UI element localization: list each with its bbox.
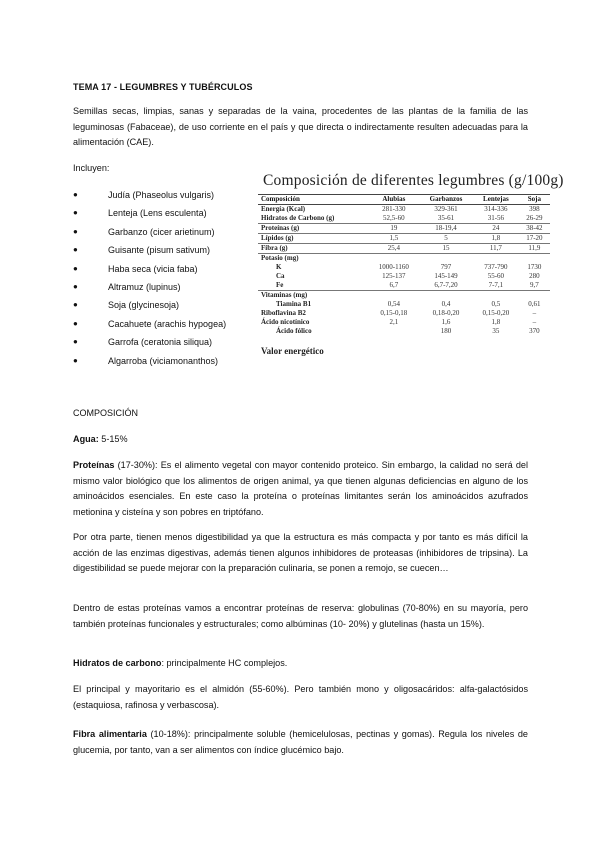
fiber-label: Fibra alimentaria bbox=[73, 729, 147, 739]
includes-label: Incluyen: bbox=[73, 163, 110, 173]
bullet-icon: ● bbox=[73, 337, 78, 347]
header-cell: Garbanzos bbox=[419, 195, 473, 205]
composition-table bbox=[258, 194, 550, 336]
proteins-label: Proteínas bbox=[73, 460, 115, 470]
list-item: ● Guisante (pisum sativum) bbox=[73, 241, 263, 259]
list-item: ● Soja (glycinesoja) bbox=[73, 296, 263, 314]
header-cell: Lentejas bbox=[473, 195, 519, 205]
list-item: ● Cacahuete (arachis hypogea) bbox=[73, 315, 263, 333]
legume-list bbox=[73, 186, 263, 370]
fiber-paragraph: Fibra alimentaria (10-18%): principalmente soluble (hemicelulosas, pectinas y gomas). Regula los niveles de glucemia, por tanto, van a ser alimentos con índice glucémico bajo. bbox=[73, 729, 528, 755]
figure-footer: Valor energético bbox=[261, 346, 324, 356]
list-item: ● Garrofa (ceratonia siliqua) bbox=[73, 333, 263, 351]
table-row: Ca 125-137 145-149 55-60 280 bbox=[276, 272, 540, 280]
proteins-paragraph: Proteínas (17-30%): Es el alimento vegetal con mayor contenido proteico. Sin embargo, la calidad no será del mismo valor biológico que los alimentos de origen animal, ya que tienen algunas deficiencias en alguno de los aminoácidos esenciales. En este caso la proteína o proteínas limitantes serán los aminoácidos azufrados metionina y cisteína y son pobres en triptófano. bbox=[73, 460, 528, 517]
table-row: Proteínas (g) 19 18-19,4 24 38-42 bbox=[258, 224, 550, 234]
list-item: ● Altramuz (lupinus) bbox=[73, 278, 263, 296]
table-row: Energía (Kcal) 281-330 329-361 314-336 398 bbox=[261, 205, 540, 213]
table-row: Lípidos (g) 1,5 5 1,8 17-20 bbox=[258, 234, 550, 244]
header-cell: Composición bbox=[258, 195, 369, 205]
table-row: Riboflavina B2 0,15-0,18 0,18-0,20 0,15-0,20 – bbox=[261, 309, 537, 317]
header-cell: Soja bbox=[519, 195, 550, 205]
list-item: ● Haba seca (vicia faba) bbox=[73, 260, 263, 278]
bullet-icon: ● bbox=[73, 355, 78, 365]
bullet-icon: ● bbox=[73, 245, 78, 255]
table-section-row: Potasio (mg) bbox=[261, 254, 299, 262]
list-item: ● Lenteja (Lens esculenta) bbox=[73, 204, 263, 222]
figure-title: Composición de diferentes legumbres (g/100g) bbox=[263, 172, 564, 189]
reserve-proteins-paragraph: Dentro de estas proteínas vamos a encontrar proteínas de reserva: globulinas (70-80%) en su mayoría, pero también proteínas funcionales y estructurales; como albúminas (10- 20%) y glutelinas (hasta un 15%). bbox=[73, 603, 528, 629]
bullet-icon: ● bbox=[73, 208, 78, 218]
list-item: ● Garbanzo (cicer arietinum) bbox=[73, 223, 263, 241]
table-row: Fibra (g) 25,4 15 11,7 11,9 bbox=[258, 244, 550, 254]
page-title: TEMA 17 - LEGUMBRES Y TUBÉRCULOS bbox=[73, 82, 253, 92]
table-row: Hidratos de Carbono (g) 52,5-60 35-61 31-56 26-29 bbox=[258, 214, 550, 224]
table-row: Ácido fólico 180 35 370 bbox=[276, 327, 540, 335]
header-cell: Alubias bbox=[369, 195, 419, 205]
starch-paragraph: El principal y mayoritario es el almidón (55-60%). Pero también mono y oligosacáridos: alfa-galactósidos (estaquiosa, rafinosa y verbascosa). bbox=[73, 684, 528, 710]
bullet-icon: ● bbox=[73, 226, 78, 236]
bullet-icon: ● bbox=[73, 263, 78, 273]
water-label: Agua: bbox=[73, 434, 99, 444]
composition-figure bbox=[258, 172, 564, 356]
table-section-row: Vitaminas (mg) bbox=[261, 291, 308, 299]
section-heading: COMPOSICIÓN bbox=[73, 408, 139, 418]
intro-paragraph: Semillas secas, limpias, sanas y separadas de la vaina, procedentes de las plantas de la familia de las leguminosas (Fabaceae), de uso corriente en el país y que directa o indirectamente resulten adecuadas para la alimentación (CAE). bbox=[73, 106, 528, 147]
table-row: K 1000-1160 797 737-790 1730 bbox=[276, 263, 542, 271]
table-row: Fe 6,7 6,7-7,20 7-7,1 9,7 bbox=[258, 281, 550, 291]
digestibility-paragraph: Por otra parte, tienen menos digestibilidad ya que la estructura es más compacta y por tanto es más difícil la acción de las enzimas digestivas, además tienen algunos inhibidores de proteasas (inhibidores de tripsina). La digestibilidad se puede mejorar con la preparación culinaria, se ponen a remojo, se cuecen… bbox=[73, 532, 528, 573]
bullet-icon: ● bbox=[73, 190, 78, 199]
bullet-icon: ● bbox=[73, 300, 78, 310]
water-paragraph: Agua: 5-15% bbox=[73, 434, 128, 444]
table-row: Ácido nicotínico 2,1 1,6 1,8 – bbox=[261, 318, 537, 326]
list-item: ● Algarroba (viciamonanthos) bbox=[73, 352, 263, 370]
list-item: ● Judía (Phaseolus vulgaris) bbox=[73, 186, 263, 204]
bullet-icon: ● bbox=[73, 281, 78, 291]
bullet-icon: ● bbox=[73, 318, 78, 328]
carbohydrates-label: Hidratos de carbono bbox=[73, 658, 162, 668]
table-header-row bbox=[258, 195, 550, 205]
carbohydrates-paragraph: Hidratos de carbono: principalmente HC complejos. bbox=[73, 658, 288, 668]
table-row: Tiamina B1 0,54 0,4 0,5 0,61 bbox=[276, 300, 541, 308]
